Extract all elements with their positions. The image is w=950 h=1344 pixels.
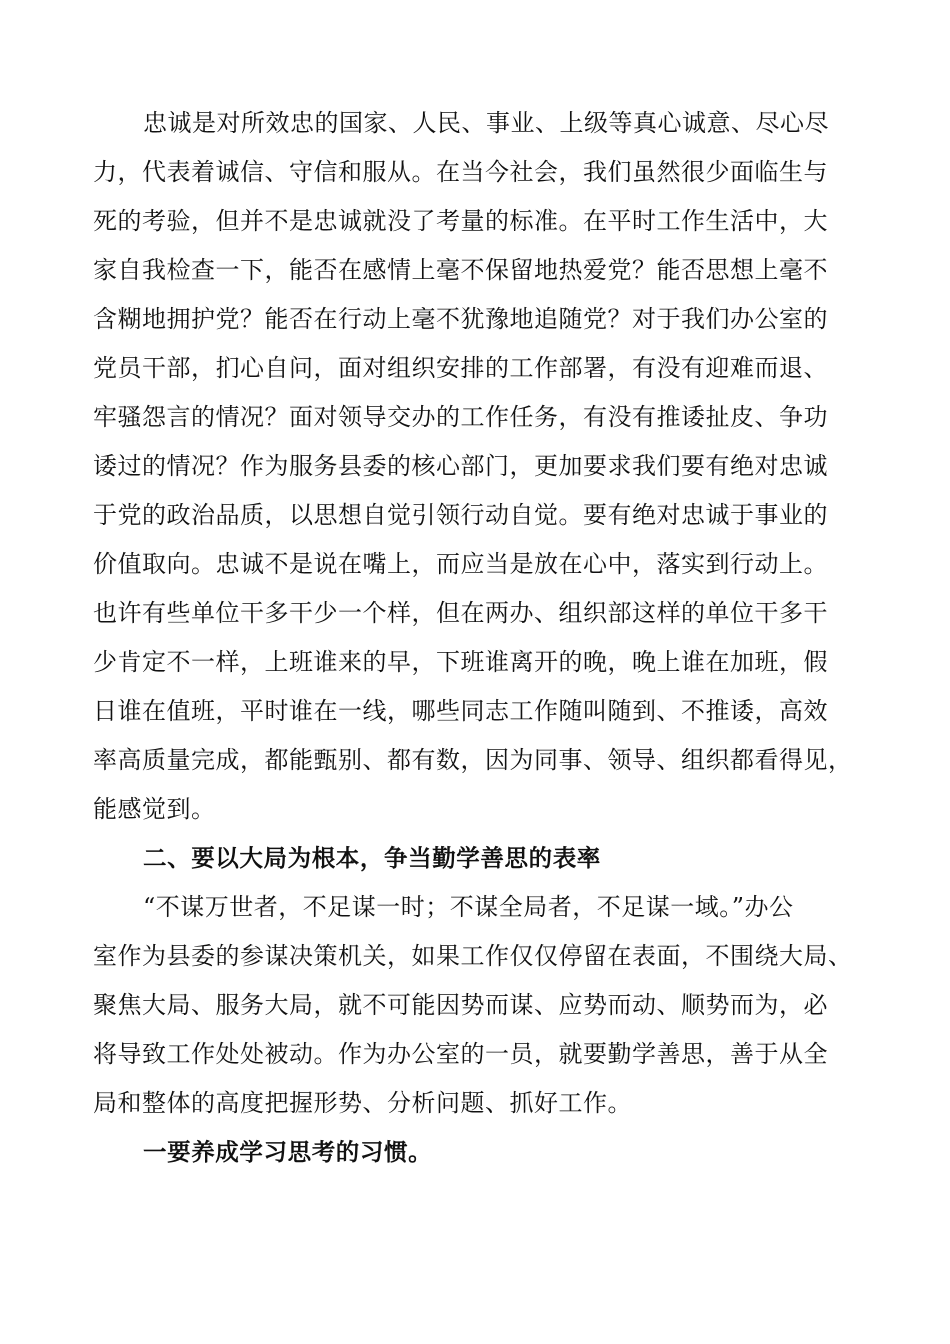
text-line: “不谋万世者，不足谋一时；不谋全局者，不足谋一域。”办公: [143, 893, 794, 921]
text-line: 力，代表着诚信、守信和服从。在当今社会，我们虽然很少面临生与: [93, 158, 828, 186]
text-line: 率高质量完成，都能甄别、都有数，因为同事、领导、组织都看得见，: [93, 746, 853, 774]
text-line: 于党的政治品质，以思想自觉引领行动自觉。要有绝对忠诚于事业的: [93, 501, 828, 529]
subsection-heading: 一要养成学习思考的习惯。: [143, 1138, 433, 1166]
text-line: 能感觉到。: [93, 795, 216, 823]
text-line: 牢骚怨言的情况？面对领导交办的工作任务，有没有推诿扯皮、争功: [93, 403, 828, 431]
text-line: 日谁在值班，平时谁在一线，哪些同志工作随叫随到、不推诿，高效: [93, 697, 828, 725]
text-line: 党员干部，扪心自问，面对组织安排的工作部署，有没有迎难而退、: [93, 354, 828, 382]
text-line: 室作为县委的参谋决策机关，如果工作仅仅停留在表面，不围绕大局、: [93, 942, 853, 970]
text-line: 将导致工作处处被动。作为办公室的一员，就要勤学善思，善于从全: [93, 1040, 828, 1068]
text-line: 忠诚是对所效忠的国家、人民、事业、上级等真心诚意、尽心尽: [143, 109, 829, 137]
section-heading: 二、要以大局为根本，争当勤学善思的表率: [143, 844, 601, 872]
text-line: 诿过的情况？作为服务县委的核心部门，更加要求我们要有绝对忠诚: [93, 452, 828, 480]
text-line: 死的考验，但并不是忠诚就没了考量的标准。在平时工作生活中，大: [93, 207, 828, 235]
text-line: 少肯定不一样，上班谁来的早，下班谁离开的晚，晚上谁在加班，假: [93, 648, 828, 676]
text-line: 价值取向。忠诚不是说在嘴上，而应当是放在心中，落实到行动上。: [93, 550, 828, 578]
text-line: 局和整体的高度把握形势、分析问题、抓好工作。: [93, 1089, 632, 1117]
paragraph-overall-situation: [93, 883, 873, 1128]
text-line: 聚焦大局、服务大局，就不可能因势而谋、应势而动、顺势而为，必: [93, 991, 828, 1019]
text-line: 含糊地拥护党？能否在行动上毫不犹豫地追随党？对于我们办公室的: [93, 305, 828, 333]
text-line: 家自我检查一下，能否在感情上毫不保留地热爱党？能否思想上毫不: [93, 256, 828, 284]
document-body: [93, 99, 873, 1177]
text-line: 也许有些单位干多干少一个样，但在两办、组织部这样的单位干多干: [93, 599, 828, 627]
paragraph-loyalty: [93, 99, 873, 834]
